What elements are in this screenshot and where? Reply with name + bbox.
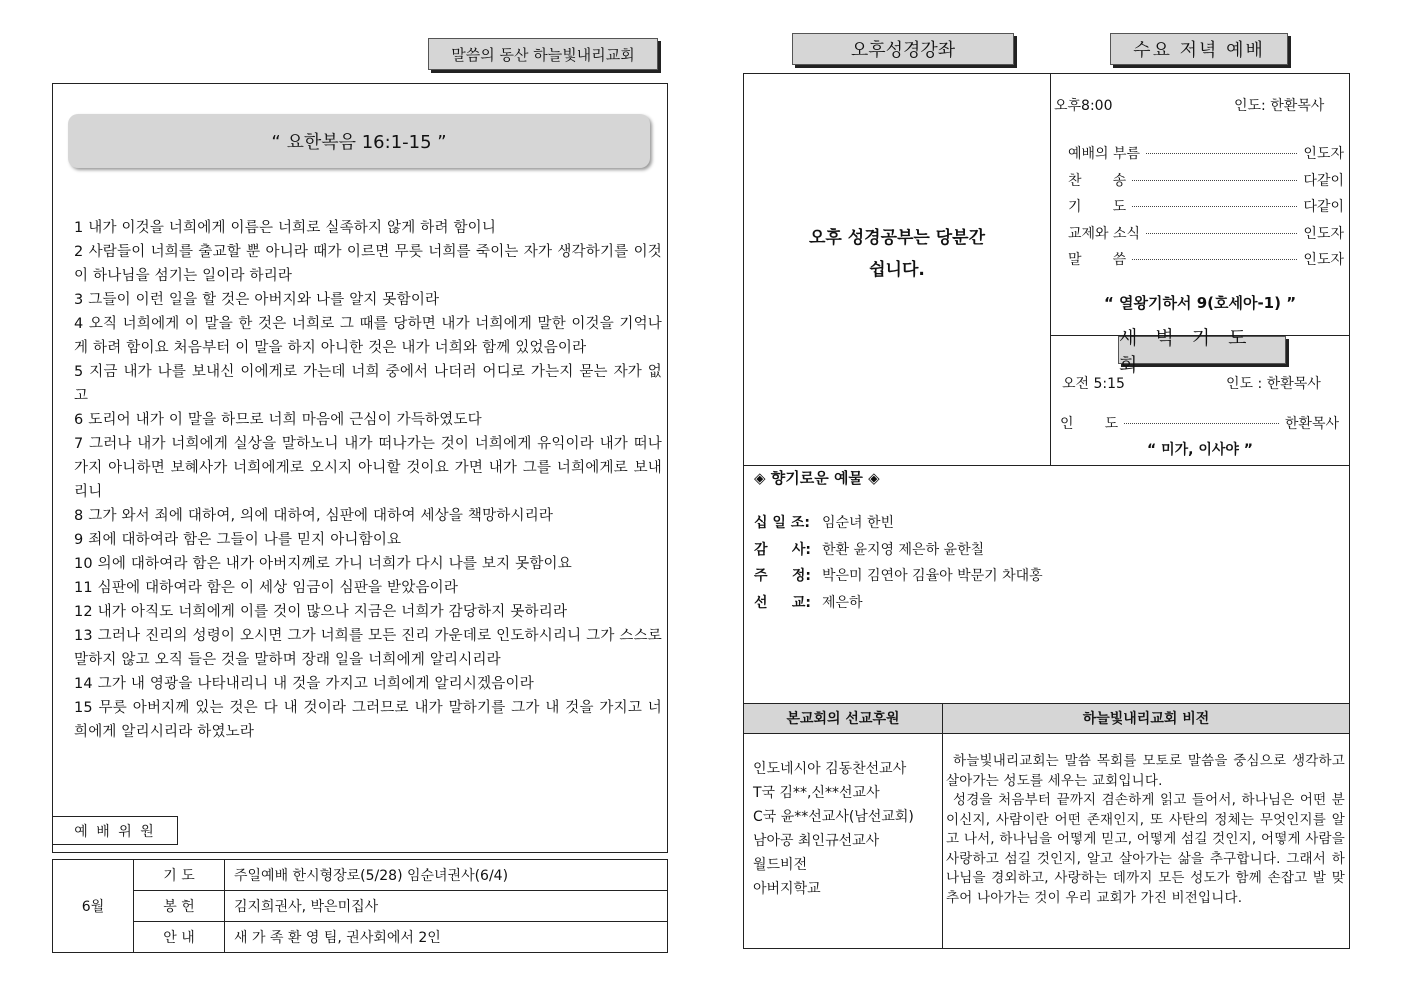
wednesday-tab-text: 수요 저녁 예배 xyxy=(1133,40,1265,61)
afternoon-notice-line: 오후 성경공부는 당분간 xyxy=(808,228,986,248)
worship-order-row xyxy=(1068,170,1344,197)
worship-by: 인도자 xyxy=(1303,252,1344,268)
header-tag-text: 말씀의 동산 하늘빛내리교회 xyxy=(451,45,635,64)
leader-dots xyxy=(1132,180,1297,181)
verse: 5 지금 내가 나를 보내신 이에게로 가는데 너희 중에서 나더러 어디로 가는지 묻는 자가 없고 xyxy=(74,364,662,404)
committee-names: 김지희권사, 박은미집사 xyxy=(225,891,668,922)
afternoon-tab xyxy=(792,33,1014,65)
offering-names: 임순녀 한빈 xyxy=(822,515,895,531)
mission-item: 남아공 최인규선교사 xyxy=(753,833,880,849)
offering-label: 감 사: xyxy=(754,541,812,558)
divider xyxy=(1050,73,1051,466)
verse: 2 사람들이 너희를 출교할 뿐 아니라 때가 이르면 무릇 너희를 죽이는 자가 생각하기를 이것이 하나님을 섬기는 일이라 하리라 xyxy=(74,244,662,284)
afternoon-notice xyxy=(744,222,1050,286)
verse: 8 그가 와서 죄에 대하여, 의에 대하여, 심판에 대하여 세상을 책망하시리라 xyxy=(74,508,554,524)
offering-names: 박은미 김연아 김율아 박문기 차대홍 xyxy=(822,568,1043,584)
verse: 12 내가 아직도 너희에게 이를 것이 많으나 지금은 너희가 감당하지 못하리라 xyxy=(74,604,568,620)
dawn-by: 한환목사 xyxy=(1284,416,1339,432)
committee-label-box xyxy=(52,816,178,845)
header-tag xyxy=(428,38,658,70)
mission-item: 인도네시아 김동찬선교사 xyxy=(753,761,907,777)
offering-row xyxy=(754,592,1334,619)
worship-by: 인도자 xyxy=(1303,225,1344,242)
committee-role: 안 내 xyxy=(134,922,225,953)
leader-dots xyxy=(1146,233,1297,234)
worship-item: 찬 송 xyxy=(1068,172,1127,189)
offering-title: ◈ 향기로운 예물 ◈ xyxy=(754,469,880,487)
offering-row xyxy=(754,512,1334,539)
missions-header: 본교회의 선교후원 xyxy=(786,711,900,727)
verse: 6 도리어 내가 이 말을 하므로 너희 마음에 근심이 가득하였도다 xyxy=(74,412,482,428)
wednesday-scripture: “ 열왕기하서 9(호세아-1) ” xyxy=(1103,294,1297,312)
passage-title-banner xyxy=(68,114,650,168)
worship-item: 기 도 xyxy=(1068,199,1127,215)
verse: 11 심판에 대하여라 함은 이 세상 임금이 심판을 받았음이라 xyxy=(74,580,459,596)
committee-label: 예 배 위 원 xyxy=(74,823,156,840)
vision-paragraph: 하늘빛내리교회는 말씀 목회를 모토로 말씀을 중심으로 생각하고 살아가는 성도를 세우는 교회입니다. xyxy=(946,753,1345,789)
passage-title: “ 요한복음 16:1-15 ” xyxy=(271,132,447,153)
verse: 9 죄에 대하여라 함은 그들이 나를 믿지 아니함이요 xyxy=(74,532,402,548)
wednesday-leader: 인도: 한환목사 xyxy=(1234,98,1325,114)
divider xyxy=(743,465,1350,466)
verse: 1 내가 이것을 너희에게 이름은 너희로 실족하지 않게 하려 함이니 xyxy=(74,220,497,236)
offering-names: 한환 윤지영 제은하 윤한칠 xyxy=(822,541,985,558)
divider xyxy=(743,703,1350,704)
mission-item: 월드비전 xyxy=(753,857,808,873)
committee-role: 봉 헌 xyxy=(134,891,225,922)
divider xyxy=(743,733,1350,734)
verse: 4 오직 너희에게 이 말을 한 것은 너희로 그 때를 당하면 내가 너희에게 말한 이것을 기억나게 하려 함이요 처음부터 이 말을 하지 아니한 것은 내가 너희와 함께 있었음이라 xyxy=(74,316,662,356)
offering-row xyxy=(754,539,1334,566)
verse: 7 그러나 내가 너희에게 실상을 말하노니 내가 떠나가는 것이 너희에게 유익이라 내가 떠나가지 아니하면 보혜사가 너희에게로 오시지 아니할 것이요 가면 내가 그를 너희에게로 보내리니 xyxy=(74,436,662,500)
mission-item: T국 김**,신**선교사 xyxy=(753,785,880,801)
offering-row xyxy=(754,565,1334,592)
committee-role: 기 도 xyxy=(134,860,225,891)
verse: 15 무릇 아버지께 있는 것은 다 내 것이라 그러므로 내가 말하기를 그가 내 것을 가지고 너희에게 알리시리라 하였노라 xyxy=(74,700,662,740)
committee-table xyxy=(52,859,668,953)
committee-month: 6월 xyxy=(53,860,134,953)
offering-names: 제은하 xyxy=(822,594,863,611)
worship-order-row xyxy=(1068,196,1344,223)
dawn-item: 인 도 xyxy=(1060,416,1119,432)
worship-by: 다같이 xyxy=(1303,172,1344,189)
committee-names: 새 가 족 환 영 팀, 권사회에서 2인 xyxy=(225,922,668,953)
vision-paragraph: 성경을 처음부터 끝까지 겸손하게 읽고 들어서, 하나님은 어떤 분이신지, 사람이란 어떤 존재인지, 또 사탄의 정체는 무엇인지를 알고 나서, 하나님을 어떻게 믿고, 어떻게 섬길 것인지, 어떻게 사람을 사랑하고 섬길 것인지, 알고 살아가는 삶을 추구합니다. 그래서 하나님을 경외하고, 사랑하는 데까지 모든 성도가 함께 손잡고 발 맞추어 나아가는 것이 우리 교회가 가진 비전입니다. xyxy=(946,792,1345,906)
worship-item: 예배의 부름 xyxy=(1068,146,1141,162)
dawn-tab-text: 새 벽 기 도 회 xyxy=(1119,327,1253,376)
vision-text xyxy=(946,752,1345,908)
afternoon-tab-text: 오후성경강좌 xyxy=(850,40,956,61)
wednesday-tab xyxy=(1110,33,1288,65)
missions-list xyxy=(753,757,941,901)
leader-dots xyxy=(1132,259,1297,260)
divider xyxy=(942,703,943,949)
worship-item: 교제와 소식 xyxy=(1068,225,1141,242)
vision-header: 하늘빛내리교회 비전 xyxy=(1082,711,1210,727)
worship-by: 다같이 xyxy=(1303,199,1344,215)
offering-label: 주 정: xyxy=(754,568,812,584)
verse: 3 그들이 이런 일을 할 것은 아버지와 나를 알지 못함이라 xyxy=(74,292,440,308)
dawn-scripture: “ 미가, 이사야 ” xyxy=(1147,442,1253,458)
offering-label: 선 교: xyxy=(754,594,812,611)
offering-label: 십 일 조: xyxy=(754,515,810,531)
dawn-tab xyxy=(1118,327,1286,376)
mission-item: C국 윤**선교사(남선교회) xyxy=(753,809,914,825)
worship-order-row xyxy=(1068,143,1344,170)
worship-order-row xyxy=(1068,223,1344,250)
wednesday-time: 오후8:00 xyxy=(1054,98,1113,114)
verse-list xyxy=(74,216,662,744)
leader-dots xyxy=(1132,206,1297,207)
worship-order-row xyxy=(1068,249,1344,276)
worship-item: 말 씀 xyxy=(1068,252,1127,268)
committee-names: 주일예배 한시형장로(5/28) 임순녀권사(6/4) xyxy=(225,860,668,891)
verse: 10 의에 대하여라 함은 내가 아버지께로 가니 너희가 다시 나를 보지 못함이요 xyxy=(74,556,572,572)
mission-item: 아버지학교 xyxy=(753,881,821,897)
verse: 13 그러나 진리의 성령이 오시면 그가 너희를 모든 진리 가운데로 인도하시리니 그가 스스로 말하지 않고 오직 들은 것을 말하며 장래 일을 너희에게 알리시리라 xyxy=(74,628,663,668)
offering-list xyxy=(754,512,1334,618)
dawn-leader: 인도 : 한환목사 xyxy=(1226,376,1321,392)
worship-by: 인도자 xyxy=(1303,146,1344,162)
verse: 14 그가 내 영광을 나타내리니 내 것을 가지고 너희에게 알리시겠음이라 xyxy=(74,676,534,692)
dawn-time: 오전 5:15 xyxy=(1062,376,1125,392)
worship-order xyxy=(1068,143,1344,276)
afternoon-notice-line: 쉽니다. xyxy=(869,260,925,280)
dawn-order-row xyxy=(1060,413,1339,433)
leader-dots xyxy=(1146,153,1297,154)
leader-dots xyxy=(1124,423,1279,424)
